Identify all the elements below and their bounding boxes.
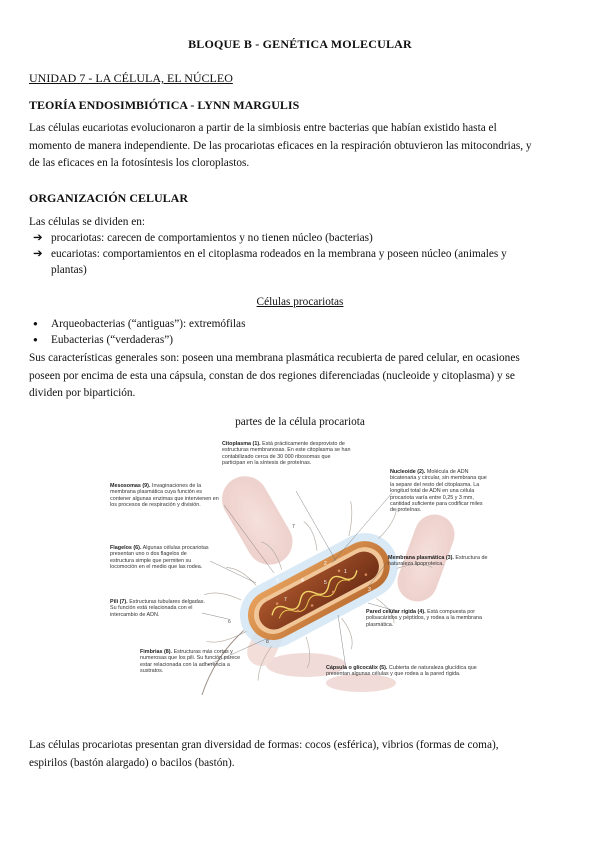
- marker-1: 1: [344, 569, 347, 575]
- arrow-icon: ➔: [33, 232, 43, 244]
- list-item: [29, 230, 577, 246]
- formas-paragraph: [29, 737, 577, 772]
- text-line: dividen por bipartición.: [29, 387, 136, 399]
- list-item-text: Eubacterias (“verdaderas”): [51, 334, 173, 346]
- label-text: Algunas células procariotas presentan uno o dos flagelos de estructura simple que permiten su locomoción en el medio que las rodea.: [110, 545, 209, 571]
- label-title: Mesosomas (9).: [110, 483, 151, 489]
- unit-heading: UNIDAD 7 - LA CÉLULA, EL NÚCLEO: [29, 71, 233, 85]
- page-title: BLOQUE B - GENÉTICA MOLECULAR: [188, 37, 412, 51]
- label-title: Nucleoide (2).: [390, 469, 426, 475]
- label-title: Flagelos (6).: [110, 545, 142, 551]
- figure-caption: partes de la célula procariota: [235, 416, 365, 428]
- label-title: Pili (7).: [110, 599, 128, 605]
- label-text: Está prácticamente desprovisto de estructuras membranosas. En este citoplasma se han contabilizado cerca de 30 000 ribosomas que participan en la síntesis de proteínas.: [222, 441, 351, 467]
- list-item: [29, 246, 577, 262]
- text-line: Sus características generales son: poseen una membrana plasmática recubierta de pared celular, en ocasiones: [29, 352, 520, 364]
- endosymbiotic-paragraph: [29, 120, 577, 173]
- list-item-text: procariotas: carecen de comportamientos y no tienen núcleo (bacterias): [51, 232, 373, 244]
- list-item: [29, 332, 577, 348]
- text-line: espirilos (bastón alargado) o bacilos (bastón).: [29, 756, 235, 769]
- text-line: Las células procariotas presentan gran diversidad de formas: cocos (esférica), vibrios (formas de coma),: [29, 739, 499, 751]
- label-title: Pared celular rígida (4).: [366, 609, 426, 615]
- label-fimbrias: [140, 649, 246, 675]
- marker-pili-7: 7: [292, 524, 295, 530]
- text-line: Las células eucariotas evolucionaron a partir de la simbiosis entre bacterias que habían existido hasta el: [29, 122, 497, 134]
- label-text: Estructura de naturaleza lipoproteica.: [388, 555, 488, 568]
- marker-3: 3: [368, 587, 371, 593]
- organizacion-heading: ORGANIZACIÓN CELULAR: [29, 191, 189, 205]
- label-text: Está compuesta por polisacáridos y péptidos, y rodea a la membrana plasmática.: [366, 609, 482, 628]
- marker-7: 7: [284, 597, 287, 603]
- text-line: momento de manera independiente. De las procariotas eficaces en la respiración obtuvieron las mitocondrias, y: [29, 139, 532, 152]
- organizacion-list: [29, 214, 577, 278]
- bullet-icon: ●: [33, 335, 38, 344]
- text-line: poseen por encima de esta una cápsula, constan de dos regiones diferenciadas (nucleoide y citoplasma) y se: [29, 369, 515, 382]
- organizacion-intro: Las células se dividen en:: [29, 216, 146, 228]
- label-text: Estructuras tubulares delgadas. Su función está relacionada con el intercambio de ADN.: [110, 599, 205, 618]
- label-mesosomas: [110, 483, 220, 509]
- label-capsula: [326, 665, 490, 678]
- marker-5: 5: [324, 580, 327, 586]
- list-item-text: Arqueobacterias (“antiguas”): extremófilas: [51, 318, 246, 330]
- label-text: Molécula de ADN bicatenaria y circular, sin membrana que la separe del resto del citoplasma. La longitud total de ADN en una célula procariota varía entre 0,25 y 3 mm, cantidad suficiente para codificar miles de proteínas.: [390, 469, 487, 514]
- bullet-icon: ●: [33, 319, 38, 328]
- label-title: Membrana plasmática (3).: [388, 555, 454, 561]
- label-nucleoide: [390, 469, 490, 514]
- label-title: Citoplasma (1).: [222, 441, 261, 447]
- label-title: Fimbrias (8).: [140, 649, 173, 655]
- marker-6: 6: [228, 619, 231, 625]
- list-item-continuation: [29, 262, 577, 278]
- label-text: Cubierta de naturaleza glucídica que presentan algunas células y que rodea a la pared rígida.: [326, 665, 477, 678]
- procariotas-list: [29, 316, 577, 348]
- label-pared: [366, 609, 490, 628]
- label-citoplasma: [222, 441, 354, 467]
- list-item: [29, 316, 577, 332]
- label-text: Estructuras más cortas y numerosas que los pili. Su función parece estar relacionada con la adherencia a sustratos.: [140, 649, 241, 675]
- label-title: Cápsula o glicocálix (5).: [326, 665, 388, 671]
- label-membrana: [388, 555, 488, 568]
- arrow-icon: ➔: [33, 248, 43, 260]
- procariotas-subheading: Células procariotas: [256, 296, 344, 308]
- label-text: Invaginaciones de la membrana plasmática cuya función es contener algunas enzimas que intervienen en los procesos de respiración y división.: [110, 483, 219, 509]
- text-line: de las eficaces en la fotosíntesis los cloroplastos.: [29, 157, 250, 169]
- list-item-text: eucariotas: comportamientos en el citoplasma rodeados en la membrana y poseen núcleo (animales y: [51, 248, 507, 260]
- marker-2: 2: [324, 561, 327, 567]
- list-item-text: plantas): [51, 264, 87, 276]
- marker-9: 9: [276, 578, 279, 584]
- label-pili: [110, 599, 210, 618]
- endosymbiotic-heading: TEORÍA ENDOSIMBIÓTICA - LYNN MARGULIS: [29, 98, 300, 112]
- marker-8: 8: [266, 639, 269, 645]
- prokaryote-figure: [106, 433, 494, 695]
- procariotas-paragraph: [29, 350, 577, 403]
- marker-4: 4: [301, 578, 304, 584]
- label-flagelos: [110, 545, 210, 571]
